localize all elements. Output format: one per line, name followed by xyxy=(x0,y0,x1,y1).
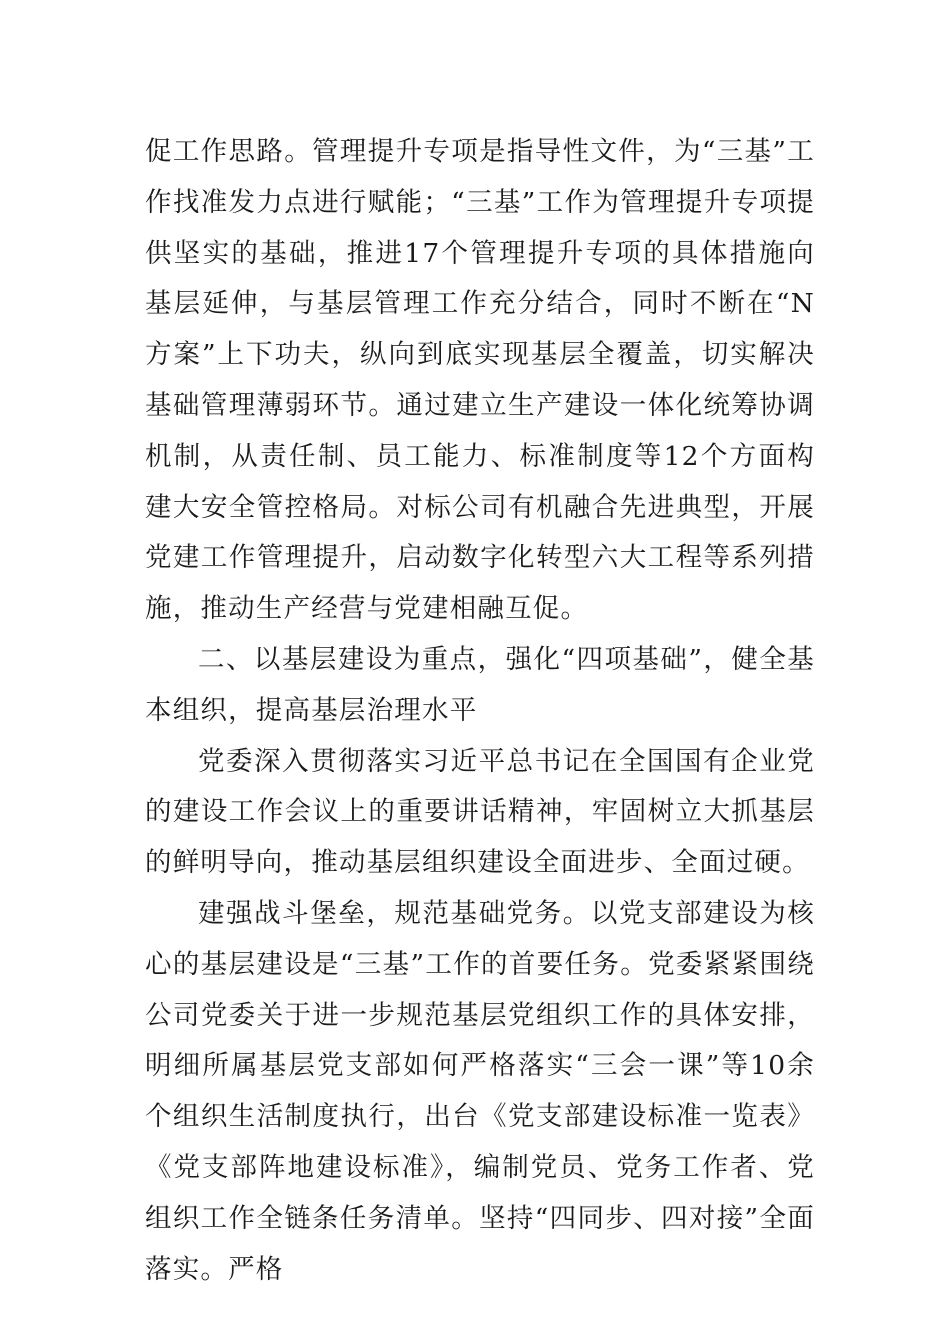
paragraph-party-committee: 党委深入贯彻落实习近平总书记在全国国有企业党的建设工作会议上的重要讲话精神，牢固树立大抓基层的鲜明导向，推动基层组织建设全面进步、全面过硬。 xyxy=(145,745,815,879)
document-body xyxy=(145,127,815,1295)
section-heading: 二、以基层建设为重点，强化“四项基础”，健全基本组织，提高基层治理水平 xyxy=(145,643,815,726)
paragraph-continuation: 促工作思路。管理提升专项是指导性文件，为“三基”工作找准发力点进行赋能；“三基”工作为管理提升专项提供坚实的基础，推进17个管理提升专项的具体措施向基层延伸，与基层管理工作充分结合，同时不断在“N方案”上下功夫，纵向到底实现基层全覆盖，切实解决基础管理薄弱环节。通过建立生产建设一体化统筹协调机制，从责任制、员工能力、标准制度等12个方面构建大安全管控格局。对标公司有机融合先进典型，开展党建工作管理提升，启动数字化转型六大工程等系列措施，推动生产经营与党建相融互促。 xyxy=(145,136,815,625)
paragraph-fortress-building: 建强战斗堡垒，规范基础党务。以党支部建设为核心的基层建设是“三基”工作的首要任务。党委紧紧围绕公司党委关于进一步规范基层党组织工作的具体安排，明细所属基层党支部如何严格落实“三会一课”等10余个组织生活制度执行，出台《党支部建设标准一览表》《党支部阵地建设标准》，编制党员、党务工作者、党组织工作全链条任务清单。坚持“四同步、四对接”全面落实。严格 xyxy=(145,897,815,1285)
